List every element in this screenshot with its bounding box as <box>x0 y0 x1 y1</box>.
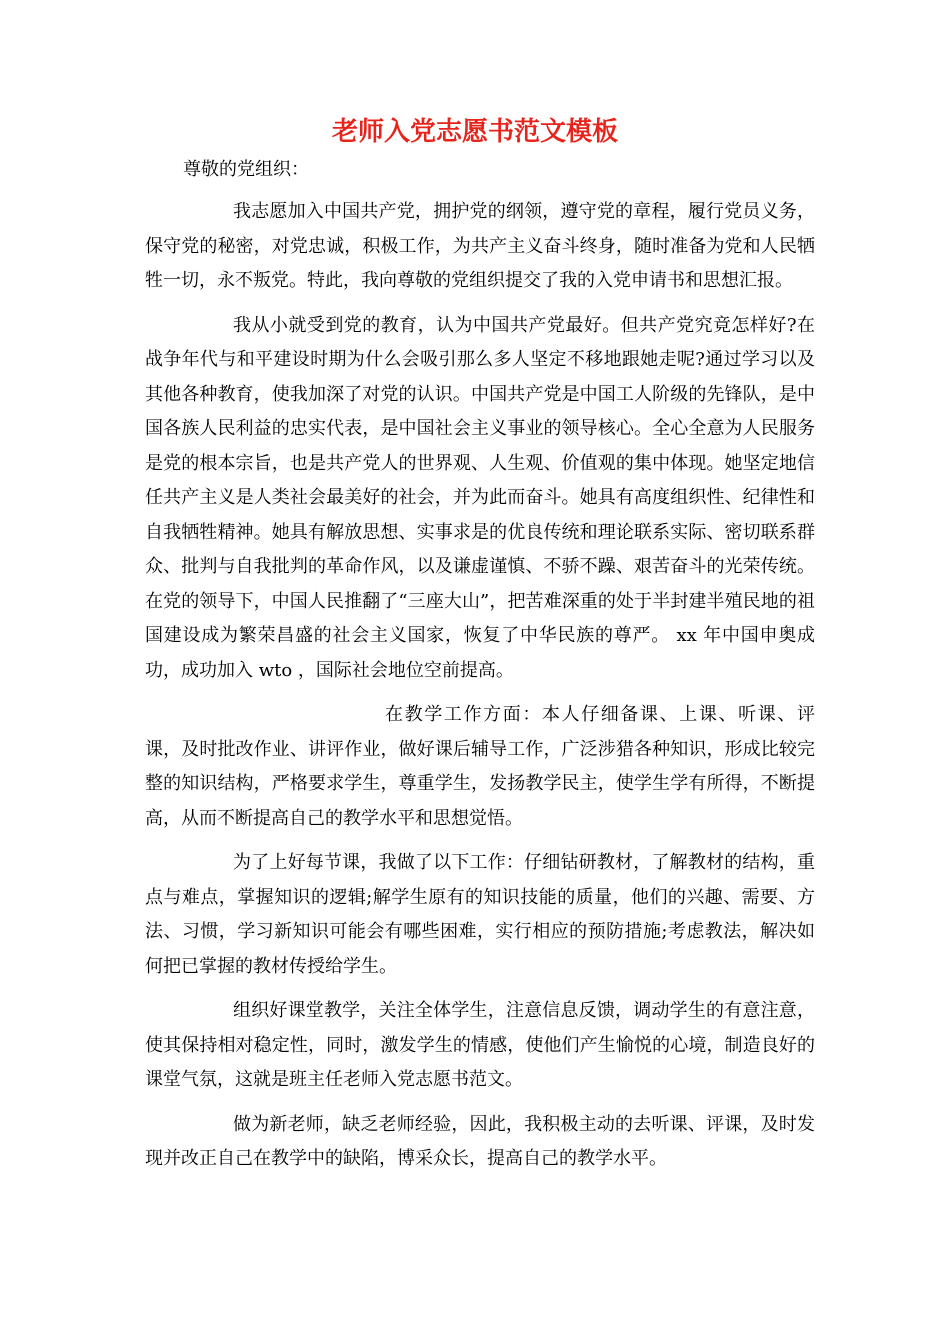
paragraph: 做为新老师，缺乏老师经验，因此，我积极主动的去听课、评课，及时发现并改正自己在教学中的缺陷，博采众长，提高自己的教学水平。 <box>145 1113 815 1169</box>
salutation: 尊敬的党组织： <box>183 159 309 180</box>
paragraph: 为了上好每节课，我做了以下工作：仔细钻研教材，了解教材的结构，重点与难点，掌握知识的逻辑;解学生原有的知识技能的质量，他们的兴趣、需要、方法、习惯，学习新知识可能会有哪些困难，实行相应的预防措施;考虑教法，解决如何把已掌握的教材传授给学生。 <box>145 852 815 977</box>
paragraph: 我志愿加入中国共产党，拥护党的纲领，遵守党的章程，履行党员义务，保守党的秘密，对党忠诚，积极工作，为共产主义奋斗终身，随时准备为党和人民牺牲一切，永不叛党。特此，我向尊敬的党组织提交了我的入党申请书和思想汇报。 <box>145 201 815 291</box>
document-body <box>145 195 815 1187</box>
paragraph: 我从小就受到党的教育，认为中国共产党最好。但共产党究竟怎样好?在战争年代与和平建设时期为什么会吸引那么多人坚定不移地跟她走呢?通过学习以及其他各种教育，使我加深了对党的认识。中国共产党是中国工人阶级的先锋队，是中国各族人民利益的忠实代表，是中国社会主义事业的领导核心。全心全意为人民服务是党的根本宗旨，也是共产党人的世界观、人生观、价值观的集中体现。她坚定地信任共产主义是人类社会最美好的社会，并为此而奋斗。她具有高度组织性、纪律性和自我牺牲精神。她具有解放思想、实事求是的优良传统和理论联系实际、密切联系群众、批判与自我批判的革命作风，以及谦虚谨慎、不骄不躁、艰苦奋斗的光荣传统。在党的领导下，中国人民推翻了“三座大山”，把苦难深重的处于半封建半殖民地的祖国建设成为繁荣昌盛的社会主义国家，恢复了中华民族的尊严。 xx 年中国申奥成功，成功加入 wto ，国际社会地位空前提高。 <box>145 314 815 681</box>
paragraph: 在教学工作方面：本人仔细备课、上课、听课、评课，及时批改作业、讲评作业，做好课后辅导工作，广泛涉猎各种知识，形成比较完整的知识结构，严格要求学生，尊重学生，发扬教学民主，使学生学有所得，不断提高，从而不断提高自己的教学水平和思想觉悟。 <box>145 704 815 829</box>
paragraph: 组织好课堂教学，关注全体学生，注意信息反馈，调动学生的有意注意，使其保持相对稳定性，同时，激发学生的情感，使他们产生愉悦的心境，制造良好的课堂气氛，这就是班主任老师入党志愿书范文。 <box>145 1000 815 1090</box>
document-title: 老师入党志愿书范文模板 <box>331 117 618 147</box>
